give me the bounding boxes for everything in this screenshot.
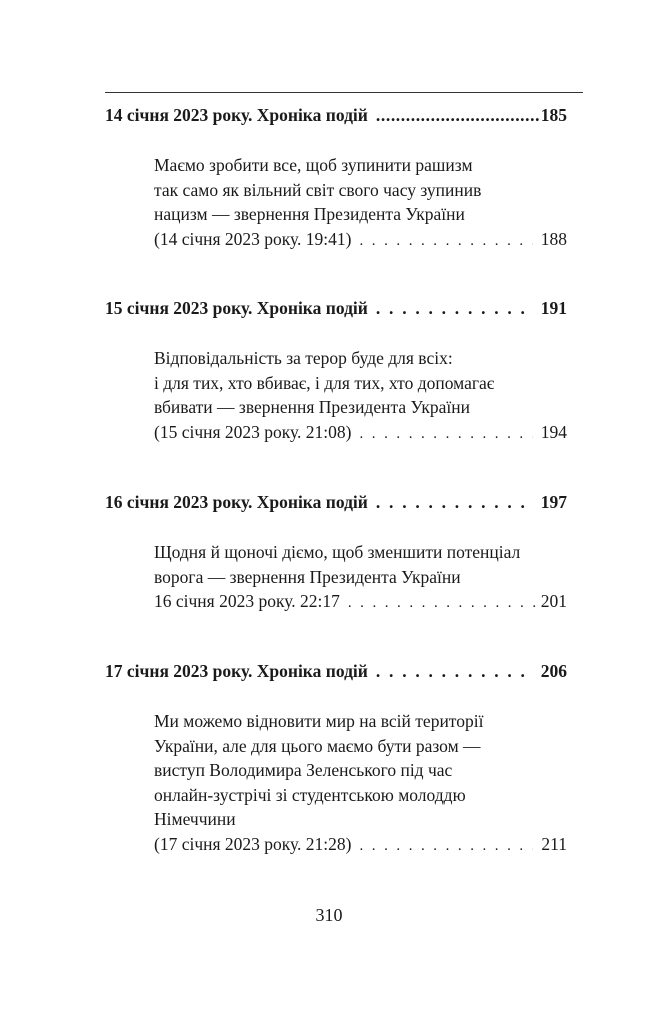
entry-page: 211: [541, 833, 567, 854]
leader-dots: [360, 229, 533, 254]
leader-dots: [376, 490, 533, 514]
toc-section: [105, 103, 567, 253]
entry-page: 201: [540, 591, 567, 611]
chapter-page: 206: [540, 661, 567, 681]
entry-line: так само як вільний світ свого часу зупинив: [154, 179, 482, 200]
chapter-page: 197: [540, 492, 567, 512]
chapter-page: 191: [540, 298, 567, 318]
entry-line: України, але для цього маємо бути разом —: [154, 735, 481, 756]
chapter-heading: [105, 296, 567, 320]
entry-last-line: [154, 589, 567, 616]
toc-entry: [154, 709, 567, 858]
chapter-page: 185: [540, 105, 567, 125]
chapter-heading: [105, 490, 567, 514]
entry-date: (15 січня 2023 року. 21:08): [154, 421, 352, 442]
chapter-title: 17 січня 2023 року. Хроніка подій: [105, 661, 368, 681]
chapter-title: 15 січня 2023 року. Хроніка подій: [105, 298, 368, 318]
leader-dots: [376, 296, 533, 320]
entry-page: 194: [540, 421, 567, 442]
toc-section: [105, 659, 567, 858]
entry-date: 16 січня 2023 року. 22:17: [154, 591, 340, 611]
toc-entry: [154, 346, 567, 446]
entry-line: ворога — звернення Президента України: [154, 566, 461, 587]
chapter-heading: [105, 103, 567, 127]
entry-line: вбивати — звернення Президента України: [154, 397, 470, 417]
entry-line: онлайн-зустрічі зі студентською молоддю: [154, 784, 466, 805]
page-number: 310: [315, 905, 343, 925]
toc-section: [105, 490, 567, 616]
chapter-title: 16 січня 2023 року. Хроніка подій: [105, 492, 368, 512]
entry-line: Відповідальність за терор буде для всіх:: [154, 348, 453, 368]
entry-page: 188: [540, 228, 567, 249]
chapter-title: 14 січня 2023 року. Хроніка подій: [105, 105, 368, 125]
entry-last-line: [154, 227, 567, 254]
entry-line: нацизм — звернення Президента України: [154, 204, 465, 224]
toc-entry: [154, 540, 567, 616]
top-rule: [105, 92, 583, 93]
entry-date: (14 січня 2023 року. 19:41): [154, 228, 352, 249]
entry-line: виступ Володимира Зеленського під час: [154, 760, 453, 780]
entry-last-line: [154, 832, 567, 859]
chapter-heading: [105, 659, 567, 683]
leader-dots: [348, 591, 541, 616]
entry-line: Щодня й щоночі діємо, щоб зменшити потенціал: [154, 542, 521, 562]
leader-dots: [360, 422, 533, 447]
toc-section: [105, 296, 567, 446]
entry-line: Німеччини: [154, 809, 236, 829]
entry-last-line: [154, 420, 567, 447]
entry-line: Ми можемо відновити мир на всій території: [154, 711, 484, 731]
entry-line: Маємо зробити все, щоб зупинити рашизм: [154, 155, 473, 175]
entry-date: (17 січня 2023 року. 21:28): [154, 833, 352, 854]
leader-dots: [376, 103, 541, 127]
entry-line: і для тих, хто вбиває, і для тих, хто допомагає: [154, 372, 495, 393]
leader-dots: [376, 659, 533, 683]
toc-entry: [154, 153, 567, 253]
leader-dots: [360, 834, 534, 859]
